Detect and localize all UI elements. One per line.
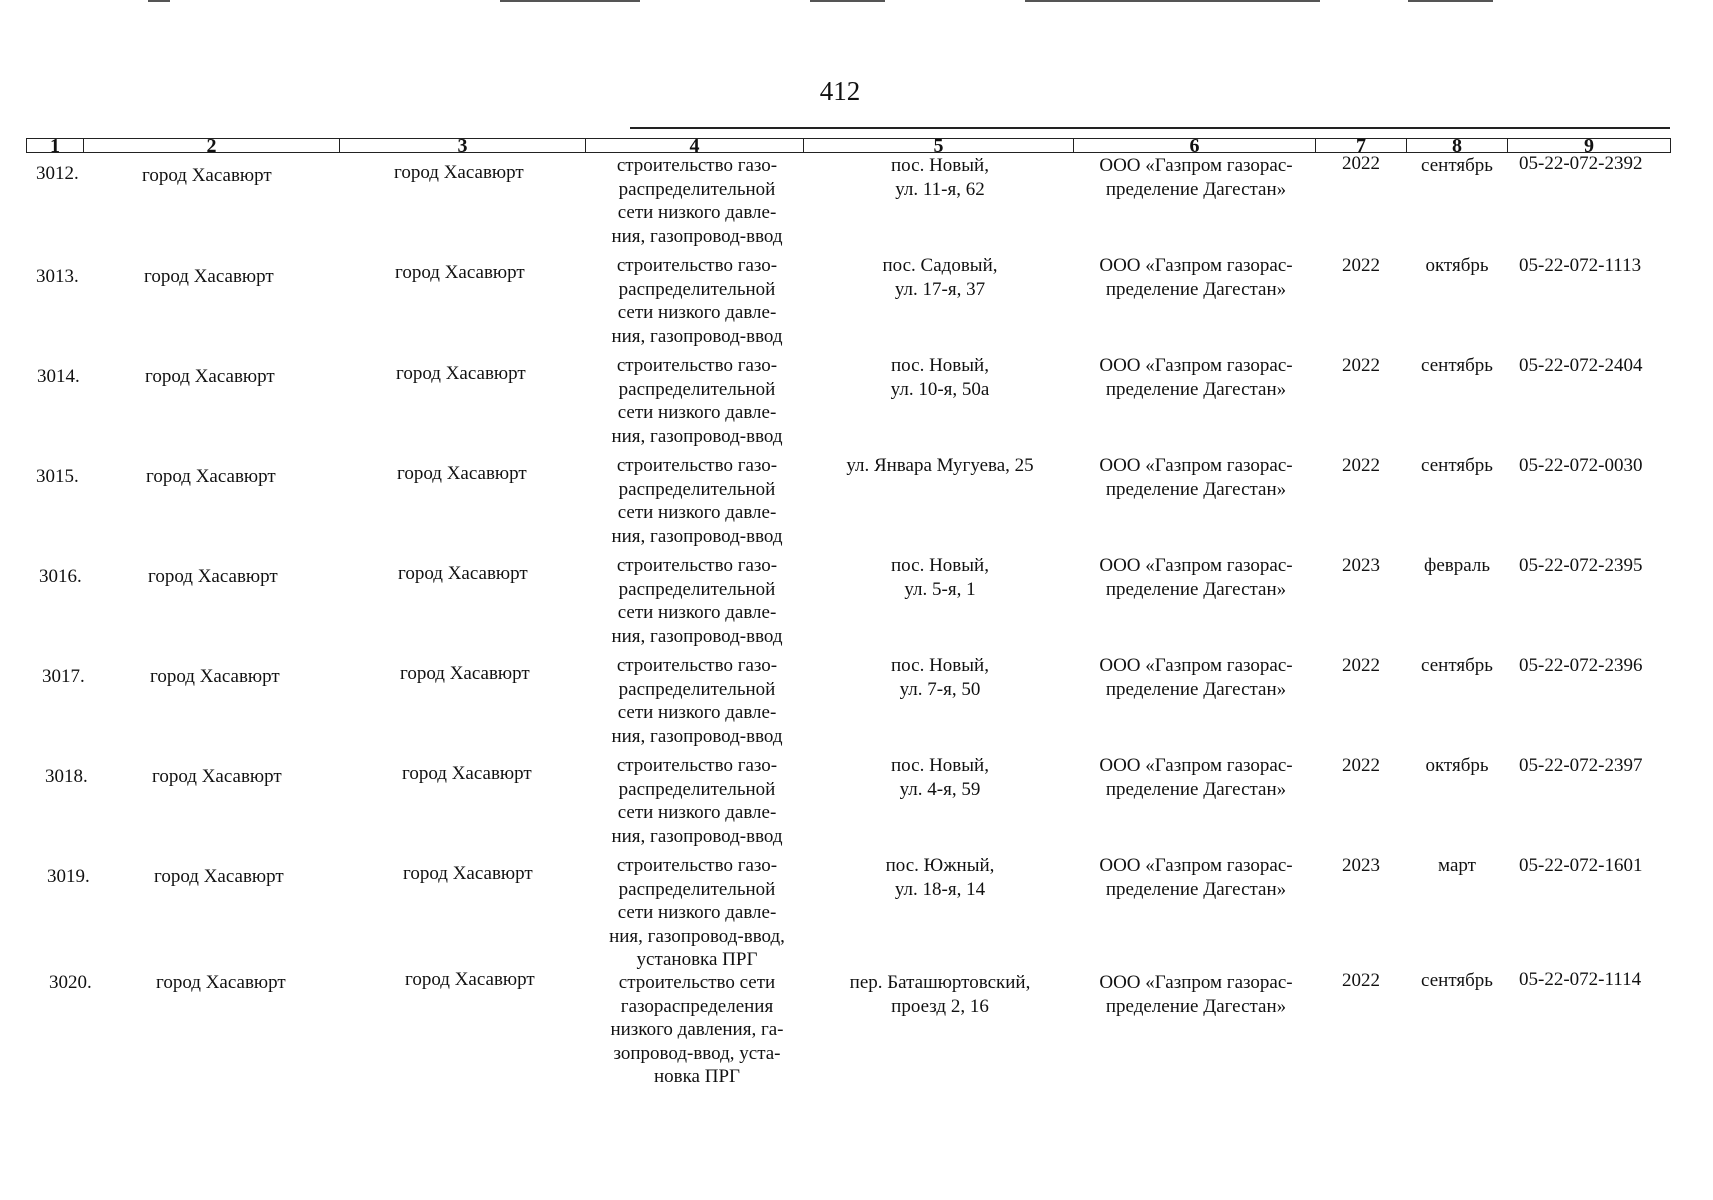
row-number: 3014. xyxy=(37,366,80,387)
organization: ООО «Газпром газорас- пределение Дагестан» xyxy=(1099,655,1293,700)
row-number: 3020. xyxy=(49,972,92,993)
column-header-3: 3 xyxy=(340,139,586,152)
work-description: строительство газо- распределительной сети низкого давле- ния, газопровод-ввод xyxy=(611,155,783,247)
table-row xyxy=(26,854,1671,971)
row-number: 3019. xyxy=(47,866,90,887)
settlement: город Хасавюрт xyxy=(403,863,533,884)
column-header-2: 2 xyxy=(84,139,340,152)
code: 05-22-072-0030 xyxy=(1519,455,1643,476)
column-header-5: 5 xyxy=(804,139,1074,152)
year: 2022 xyxy=(1342,755,1380,776)
organization: ООО «Газпром газорас- пределение Дагестан» xyxy=(1099,255,1293,300)
table-row xyxy=(26,454,1671,554)
municipality: город Хасавюрт xyxy=(144,266,274,287)
object-address: пос. Новый, ул. 5-я, 1 xyxy=(891,555,989,600)
code: 05-22-072-1114 xyxy=(1519,969,1642,990)
object-address: пос. Новый, ул. 11-я, 62 xyxy=(891,155,989,200)
year: 2022 xyxy=(1342,255,1380,276)
settlement: город Хасавюрт xyxy=(396,363,526,384)
page-number: 412 xyxy=(819,76,861,106)
column-header-6: 6 xyxy=(1074,139,1316,152)
column-header-9: 9 xyxy=(1508,139,1671,152)
work-description: строительство газо- распределительной сети низкого давле- ния, газопровод-ввод xyxy=(611,355,783,447)
code: 05-22-072-2392 xyxy=(1519,153,1643,174)
year: 2022 xyxy=(1342,153,1380,174)
object-address: пос. Новый, ул. 7-я, 50 xyxy=(891,655,989,700)
organization: ООО «Газпром газорас- пределение Дагестан» xyxy=(1099,355,1293,400)
year: 2022 xyxy=(1342,455,1380,476)
settlement: город Хасавюрт xyxy=(397,463,527,484)
object-address: пос. Новый, ул. 10-я, 50а xyxy=(890,355,990,400)
organization: ООО «Газпром газорас- пределение Дагестан» xyxy=(1099,755,1293,800)
column-header-8: 8 xyxy=(1407,139,1508,152)
object-address: пос. Новый, ул. 4-я, 59 xyxy=(891,755,989,800)
month: сентябрь xyxy=(1421,655,1493,676)
table-row xyxy=(26,754,1671,854)
month: октябрь xyxy=(1425,255,1489,276)
table-row xyxy=(26,554,1671,654)
column-header-7: 7 xyxy=(1316,139,1407,152)
object-address: ул. Январа Мугуева, 25 xyxy=(846,455,1034,476)
work-description: строительство газо- распределительной сети низкого давле- ния, газопровод-ввод xyxy=(611,455,783,547)
settlement: город Хасавюрт xyxy=(398,563,528,584)
month: февраль xyxy=(1424,555,1490,576)
object-address: пос. Садовый, ул. 17-я, 37 xyxy=(882,255,998,300)
municipality: город Хасавюрт xyxy=(142,165,272,186)
work-description: строительство газо- распределительной сети низкого давле- ния, газопровод-ввод xyxy=(611,255,783,347)
municipality: город Хасавюрт xyxy=(154,866,284,887)
table-row xyxy=(26,354,1671,454)
row-number: 3018. xyxy=(45,766,88,787)
row-number: 3017. xyxy=(42,666,85,687)
organization: ООО «Газпром газорас- пределение Дагестан» xyxy=(1099,455,1293,500)
municipality: город Хасавюрт xyxy=(148,566,278,587)
settlement: город Хасавюрт xyxy=(395,262,525,283)
table-row xyxy=(26,154,1671,254)
settlement: город Хасавюрт xyxy=(394,162,524,183)
object-address: пер. Баташюртовский, проезд 2, 16 xyxy=(849,972,1031,1017)
month: сентябрь xyxy=(1421,455,1493,476)
organization: ООО «Газпром газорас- пределение Дагестан» xyxy=(1099,855,1293,900)
municipality: город Хасавюрт xyxy=(146,466,276,487)
table-row xyxy=(26,971,1671,1096)
work-description: строительство газо- распределительной сети низкого давле- ния, газопровод-ввод xyxy=(611,755,783,847)
year: 2022 xyxy=(1342,355,1380,376)
table-row xyxy=(26,654,1671,754)
table-row xyxy=(26,254,1671,354)
column-header-1: 1 xyxy=(26,139,84,152)
code: 05-22-072-1113 xyxy=(1519,255,1642,276)
work-description: строительство газо- распределительной сети низкого давле- ния, газопровод-ввод xyxy=(611,555,783,647)
municipality: город Хасавюрт xyxy=(150,666,280,687)
settlement: город Хасавюрт xyxy=(402,763,532,784)
row-number: 3012. xyxy=(36,163,79,184)
table-column-header xyxy=(26,135,1671,157)
municipality: город Хасавюрт xyxy=(145,366,275,387)
municipality: город Хасавюрт xyxy=(152,766,282,787)
month: октябрь xyxy=(1425,755,1489,776)
organization: ООО «Газпром газорас- пределение Дагестан» xyxy=(1099,972,1293,1017)
code: 05-22-072-2404 xyxy=(1519,355,1643,376)
month: сентябрь xyxy=(1421,155,1493,176)
row-number: 3016. xyxy=(39,566,82,587)
organization: ООО «Газпром газорас- пределение Дагестан» xyxy=(1099,155,1293,200)
year: 2023 xyxy=(1342,555,1380,576)
month: сентябрь xyxy=(1421,970,1493,991)
work-description: строительство сети газораспределения низкого давления, га- зопровод-ввод, уста- новка ПРГ xyxy=(610,972,784,1087)
row-number: 3013. xyxy=(36,266,79,287)
code: 05-22-072-2395 xyxy=(1519,555,1643,576)
header-top-rule xyxy=(630,127,1670,129)
municipality: город Хасавюрт xyxy=(156,972,286,993)
month: март xyxy=(1438,855,1476,876)
code: 05-22-072-1601 xyxy=(1519,855,1643,876)
table-body xyxy=(26,154,1671,1096)
month: сентябрь xyxy=(1421,355,1493,376)
year: 2022 xyxy=(1342,970,1380,991)
row-number: 3015. xyxy=(36,466,79,487)
work-description: строительство газо- распределительной сети низкого давле- ния, газопровод-ввод, установка ПРГ xyxy=(609,855,785,970)
object-address: пос. Южный, ул. 18-я, 14 xyxy=(885,855,995,900)
year: 2022 xyxy=(1342,655,1380,676)
code: 05-22-072-2397 xyxy=(1519,755,1643,776)
settlement: город Хасавюрт xyxy=(405,969,535,990)
code: 05-22-072-2396 xyxy=(1519,655,1643,676)
column-header-4: 4 xyxy=(586,139,804,152)
year: 2023 xyxy=(1342,855,1380,876)
organization: ООО «Газпром газорас- пределение Дагестан» xyxy=(1099,555,1293,600)
settlement: город Хасавюрт xyxy=(400,663,530,684)
work-description: строительство газо- распределительной сети низкого давле- ния, газопровод-ввод xyxy=(611,655,783,747)
